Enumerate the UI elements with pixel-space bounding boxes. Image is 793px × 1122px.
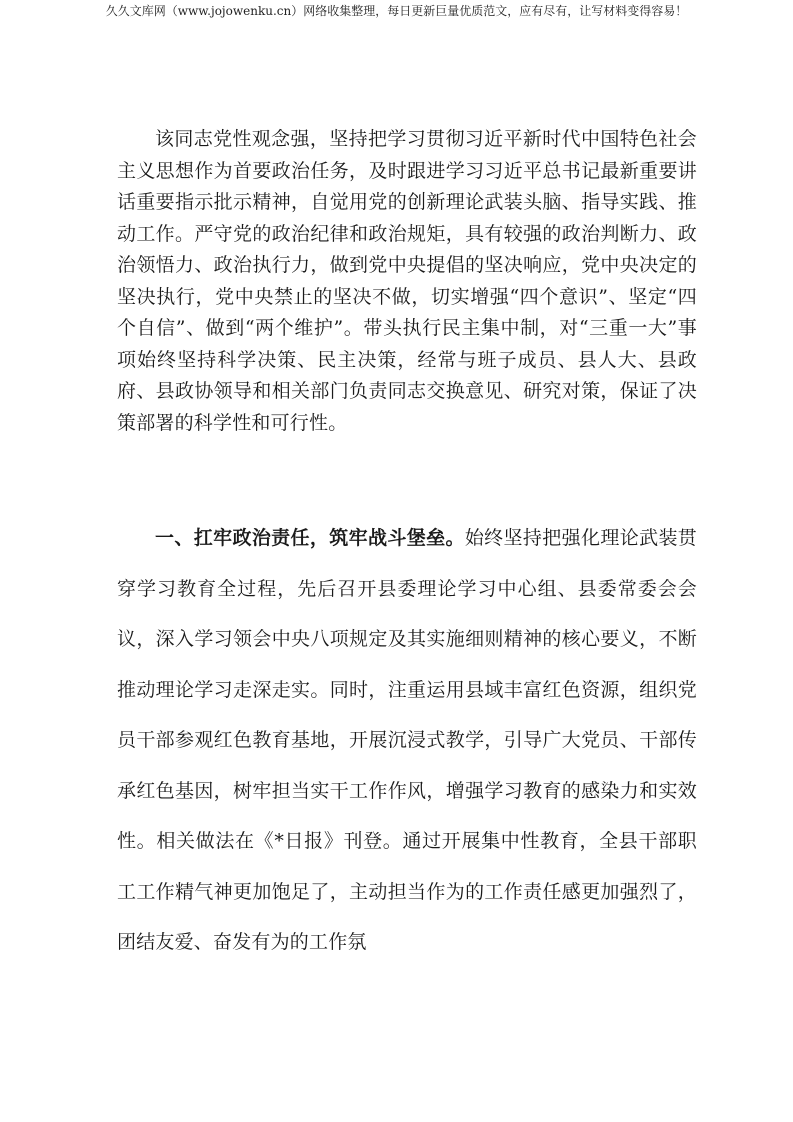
page-header: 久久文库网（www.jojowenku.cn）网络收集整理，每日更新巨量优质范文，应有尽有，让写材料变得容易！	[105, 4, 688, 18]
body-paragraph-2	[117, 513, 697, 968]
section-heading: 一、扛牢政治责任，筑牢战斗堡垒。	[155, 527, 465, 549]
body-paragraph-1: 该同志党性观念强，坚持把学习贯彻习近平新时代中国特色社会主义思想作为首要政治任务，及时跟进学习习近平总书记最新重要讲话重要指示批示精神，自觉用党的创新理论武装头脑、指导实践、推动工作。严守党的政治纪律和政治规矩，具有较强的政治判断力、政治领悟力、政治执行力，做到党中央提倡的坚决响应，党中央决定的坚决执行，党中央禁止的坚决不做，切实增强“四个意识”、坚定“四个自信”、做到“两个维护”。带头执行民主集中制，对“三重一大”事项始终坚持科学决策、民主决策，经常与班子成员、县人大、县政府、县政协领导和相关部门负责同志交换意见、研究对策，保证了决策部署的科学性和可行性。	[117, 128, 697, 434]
section-body-text: 始终坚持把强化理论武装贯穿学习教育全过程，先后召开县委理论学习中心组、县委常委会会议，深入学习领会中央八项规定及其实施细则精神的核心要义，不断推动理论学习走深走实。同时，注重运用县域丰富红色资源，组织党员干部参观红色教育基地，开展沉浸式教学，引导广大党员、干部传承红色基因，树牢担当实干工作作风，增强学习教育的感染力和实效性。相关做法在《*日报》刊登。通过开展集中性教育，全县干部职工工作精气神更加饱足了，主动担当作为的工作责任感更加强烈了，团结友爱、奋发有为的工作氛	[117, 527, 698, 953]
